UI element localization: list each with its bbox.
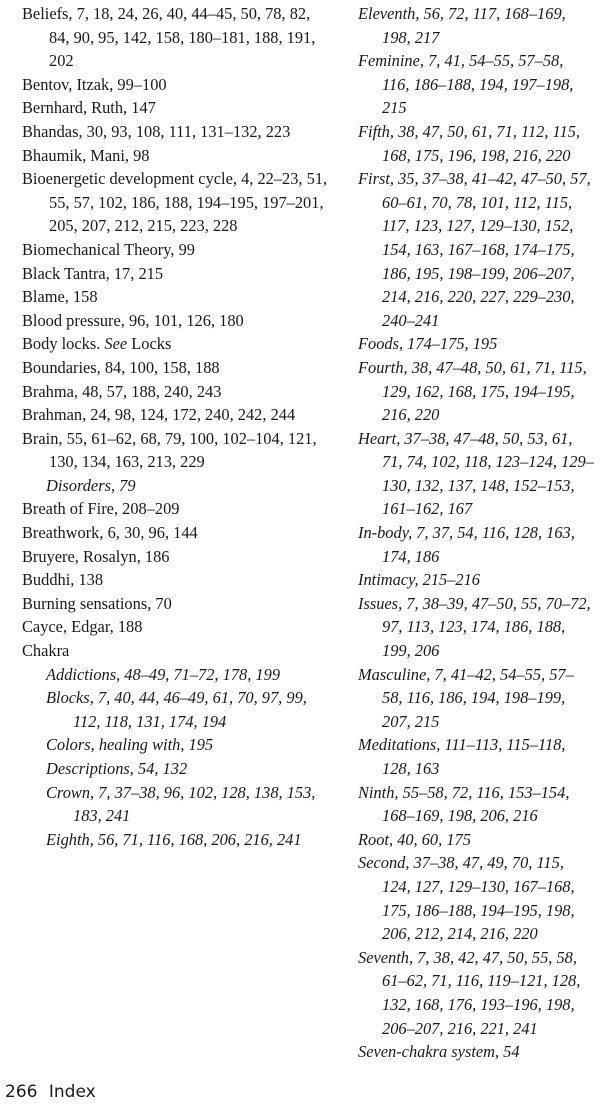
index-entry xyxy=(22,592,328,616)
index-entry-text: Issues, 7, 38–39, 47–50, 55, 70–72, 97, 113, 123, 174, 186, 188, 199, 206 xyxy=(358,593,591,661)
index-entry xyxy=(358,2,594,49)
index-entry-text: Bentov, Itzak, 99–100 xyxy=(22,74,167,94)
index-entry-text: Blocks, 7, 40, 44, 46–49, 61, 70, 97, 99, 112, 118, 131, 174, 194 xyxy=(46,688,307,731)
index-entry xyxy=(358,356,594,427)
index-entry-text: Eighth, 56, 71, 116, 168, 206, 216, 241 xyxy=(46,829,302,849)
index-entry-text: Root, 40, 60, 175 xyxy=(358,829,471,849)
page-footer xyxy=(5,1082,96,1102)
index-entry-text: Burning sensations, 70 xyxy=(22,593,172,613)
index-entry xyxy=(22,2,328,73)
index-entry-text: Disorders, 79 xyxy=(46,475,136,495)
index-entry-text: Heart, 37–38, 47–48, 50, 53, 61, 71, 74, 102, 118, 123–124, 129–130, 132, 137, 148, 152–153, 161–162, 167 xyxy=(358,428,594,519)
index-entry-text: Blame, 158 xyxy=(22,287,98,307)
index-entry-text: Blood pressure, 96, 101, 126, 180 xyxy=(22,310,244,330)
index-entry xyxy=(358,568,594,592)
index-entry-text: In-body, 7, 37, 54, 116, 128, 163, 174, 186 xyxy=(358,523,575,566)
index-entry-text: Seven-chakra system, 54 xyxy=(358,1042,520,1062)
index-entry xyxy=(22,285,328,309)
index-entry-text: Breathwork, 6, 30, 96, 144 xyxy=(22,523,198,543)
index-entry-text: Second, 37–38, 47, 49, 70, 115, 124, 127, 129–130, 167–168, 175, 186–188, 194–195, 198, 206, 212, 214, 216, 220 xyxy=(358,853,575,944)
index-entry-text: Brahman, 24, 98, 124, 172, 240, 242, 244 xyxy=(22,405,296,425)
index-entry-text: First, 35, 37–38, 41–42, 47–50, 57, 60–61, 70, 78, 101, 112, 115, 117, 123, 127, 129–130, 152, 154, 163, 167–168, 174–175, 186, 195, 198–199, 206–207, 214, 216, 220, 227, 229–230, 240–241 xyxy=(358,169,591,330)
index-subentry xyxy=(22,686,328,733)
index-entry-text: Seventh, 7, 38, 42, 47, 50, 55, 58, 61–62, 71, 116, 119–121, 128, 132, 168, 176, 193–196, 198, 206–207, 216, 221, 241 xyxy=(358,947,581,1038)
index-entry-text: Addictions, 48–49, 71–72, 178, 199 xyxy=(46,664,281,684)
index-subentry xyxy=(22,828,328,852)
index-entry xyxy=(22,639,328,663)
index-entry-text: Descriptions, 54, 132 xyxy=(46,759,188,778)
index-entry-text: Bruyere, Rosalyn, 186 xyxy=(22,546,170,566)
index-entry xyxy=(22,380,328,404)
index-entry xyxy=(358,851,594,945)
index-entry xyxy=(358,946,594,1040)
index-entry xyxy=(22,615,328,639)
index-entry-text: Fourth, 38, 47–48, 50, 61, 71, 115, 129, 162, 168, 175, 194–195, 216, 220 xyxy=(358,357,587,425)
index-entry-text: Eleventh, 56, 72, 117, 168–169, 198, 217 xyxy=(358,4,566,47)
index-entry-text: Chakra xyxy=(22,641,70,661)
index-entry xyxy=(22,96,328,120)
index-entry xyxy=(22,144,328,168)
index-entry-text: Intimacy, 215–216 xyxy=(358,570,481,590)
index-entry xyxy=(22,73,328,97)
index-entry xyxy=(22,262,328,286)
index-entry-text: Feminine, 7, 41, 54–55, 57–58, 116, 186–188, 194, 197–198, 215 xyxy=(358,51,574,118)
index-entry-text: Brain, 55, 61–62, 68, 79, 100, 102–104, 121, 130, 134, 163, 213, 229 xyxy=(22,428,317,472)
index-entry xyxy=(358,167,594,332)
index-entry xyxy=(358,49,594,120)
index-entry xyxy=(22,356,328,380)
index-subentry xyxy=(22,757,328,781)
index-entry-text: Meditations, 111–113, 115–118, 128, 163 xyxy=(358,735,566,778)
index-entry-text: Black Tantra, 17, 215 xyxy=(22,263,164,283)
index-entry-text: Buddhi, 138 xyxy=(22,570,104,590)
index-entry xyxy=(22,120,328,144)
index-entry-text: Bhaumik, Mani, 98 xyxy=(22,145,150,165)
index-entry-text: Beliefs, 7, 18, 24, 26, 40, 44–45, 50, 78, 82, 84, 90, 95, 142, 158, 180–181, 188, 191, 202 xyxy=(22,4,316,71)
index-entry-text: Brahma, 48, 57, 188, 240, 243 xyxy=(22,381,222,401)
see-reference: See xyxy=(104,334,128,354)
index-column-left xyxy=(22,2,328,851)
running-footer-section: Index xyxy=(48,1082,96,1102)
index-entry-text: Crown, 7, 37–38, 96, 102, 128, 138, 153, 183, 241 xyxy=(46,782,316,826)
index-subentry xyxy=(22,474,328,498)
index-entry-text: Breath of Fire, 208–209 xyxy=(22,499,180,519)
index-entry-text: Fifth, 38, 47, 50, 61, 71, 112, 115, 168, 175, 196, 198, 216, 220 xyxy=(358,121,581,165)
index-entry xyxy=(22,403,328,427)
index-entry xyxy=(22,238,328,262)
index-subentry xyxy=(22,663,328,687)
index-entry xyxy=(22,309,328,333)
index-entry-text: Ninth, 55–58, 72, 116, 153–154, 168–169, 198, 206, 216 xyxy=(358,782,570,826)
see-reference-target: Locks xyxy=(131,334,172,354)
index-entry xyxy=(358,828,594,852)
index-entry-text: Boundaries, 84, 100, 158, 188 xyxy=(22,357,220,377)
index-entry-text: Foods, 174–175, 195 xyxy=(358,334,498,354)
index-entry xyxy=(358,663,594,734)
index-entry xyxy=(358,733,594,780)
index-subentry xyxy=(22,733,328,757)
index-entry xyxy=(358,427,594,521)
index-entry xyxy=(358,332,594,356)
index-entry xyxy=(22,497,328,521)
index-entry xyxy=(358,781,594,828)
index-entry xyxy=(22,427,328,474)
index-entry xyxy=(22,332,328,356)
index-column-right xyxy=(358,2,594,1064)
index-entry-text: Biomechanical Theory, 99 xyxy=(22,239,195,259)
index-entry-text: Bhandas, 30, 93, 108, 111, 131–132, 223 xyxy=(22,121,291,141)
index-entry xyxy=(22,568,328,592)
index-entry xyxy=(22,545,328,569)
index-entry xyxy=(358,521,594,568)
index-entry xyxy=(358,1040,594,1064)
index-entry-text: Cayce, Edgar, 188 xyxy=(22,617,143,637)
index-entry xyxy=(358,592,594,663)
index-entry-text: Body locks. xyxy=(22,334,101,354)
index-entry-text: Colors, healing with, 195 xyxy=(46,735,214,755)
index-subentry xyxy=(22,781,328,828)
index-entry xyxy=(22,521,328,545)
page-number: 266 xyxy=(5,1082,38,1102)
index-entry-text: Bernhard, Ruth, 147 xyxy=(22,98,156,118)
index-entry-text: Masculine, 7, 41–42, 54–55, 57–58, 116, 186, 194, 198–199, 207, 215 xyxy=(358,664,574,731)
index-entry xyxy=(22,167,328,238)
index-entry-text: Bioenergetic development cycle, 4, 22–23, 51, 55, 57, 102, 186, 188, 194–195, 197–201, 205, 207, 212, 215, 223, 228 xyxy=(22,169,328,236)
index-entry xyxy=(358,120,594,167)
